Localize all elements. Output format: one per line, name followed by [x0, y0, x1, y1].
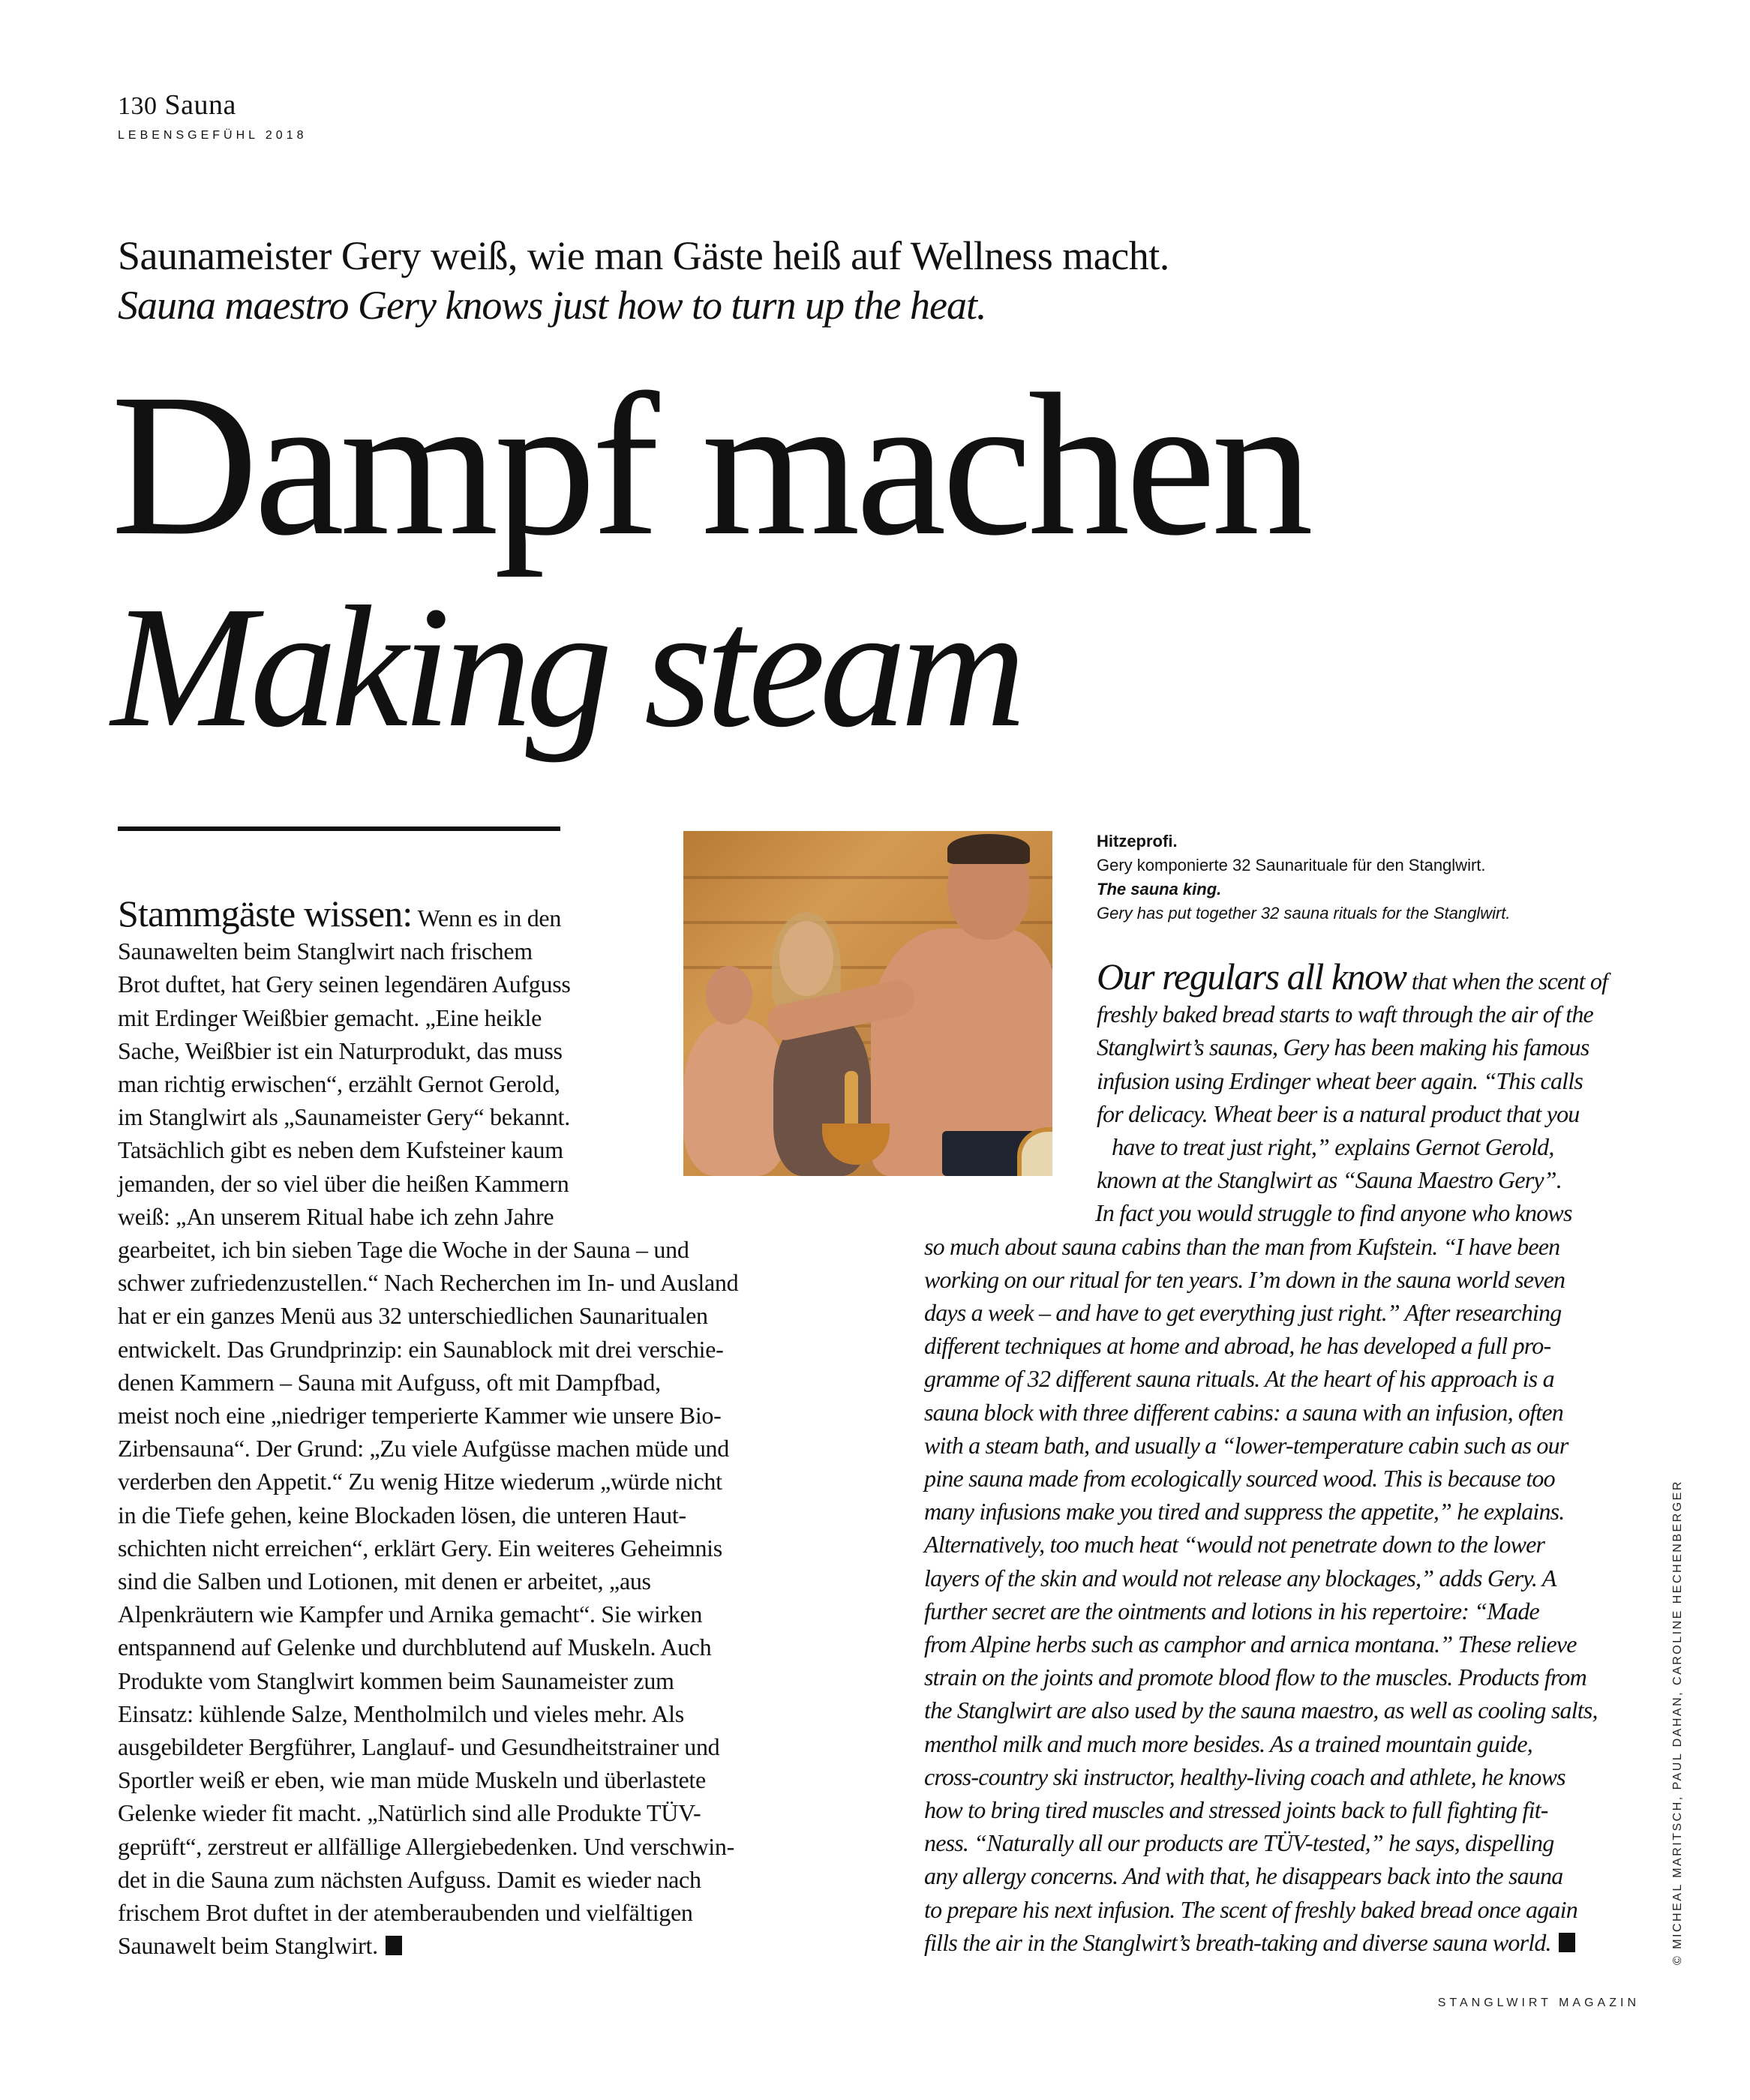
- article-line: strain on the joints and promote blood flow to the muscles. Products from: [924, 1664, 1586, 1691]
- article-line: schwer zufriedenzustellen.“ Nach Recherchen im In- und Ausland: [118, 1269, 739, 1297]
- article-line: Sportler weiß er eben, wie man müde Muskeln und überlastete: [118, 1766, 706, 1794]
- article-line: Tatsächlich gibt es neben dem Kufsteiner kaum: [118, 1136, 563, 1164]
- article-line: meist noch eine „niedriger temperierte Kammer wie unsere Bio-: [118, 1402, 722, 1430]
- article-line: how to bring tired muscles and stressed joints back to full fighting fit-: [924, 1796, 1548, 1824]
- footer-magazine-name: STANGLWIRT MAGAZIN: [1437, 1996, 1640, 2009]
- section-kicker: LEBENSGEFÜHL 2018: [118, 129, 308, 142]
- article-line: fills the air in the Stanglwirt’s breath-taking and diverse sauna world.: [924, 1926, 1674, 1959]
- deck: [118, 231, 1543, 330]
- article-line: in die Tiefe gehen, keine Blockaden lösen, die unteren Haut-: [118, 1501, 686, 1528]
- article-line: infusion using Erdinger wheat beer again. “This calls: [1097, 1066, 1583, 1094]
- lead-in-german: Stammgäste wissen:: [118, 892, 413, 934]
- article-line: have to treat just right,” explains Gernot Gerold,: [1112, 1133, 1554, 1161]
- article-line: known at the Stanglwirt as “Sauna Maestro Gery”.: [1097, 1166, 1562, 1194]
- photo-caption: [1097, 830, 1667, 926]
- article-line: Sache, Weißbier ist ein Naturprodukt, das muss: [118, 1036, 563, 1064]
- page-title: [118, 88, 307, 123]
- article-line: jemanden, der so viel über die heißen Kammern: [118, 1169, 569, 1197]
- article-line: Saunawelt beim Stanglwirt.: [118, 1929, 738, 1962]
- article-line: for delicacy. Wheat beer is a natural product that you: [1097, 1100, 1580, 1127]
- article-line: many infusions make you tired and suppress the appetite,” he explains.: [924, 1498, 1565, 1526]
- article-line: im Stanglwirt als „Saunameister Gery“ bekannt.: [118, 1103, 570, 1131]
- section-name: Sauna: [164, 89, 236, 121]
- article-line: ausgebildeter Bergführer, Langlauf- und Gesundheitstrainer und: [118, 1733, 720, 1761]
- article-german: [118, 892, 739, 1963]
- deck-german: Saunameister Gery weiß, wie man Gäste heiß auf Wellness macht.: [118, 233, 1169, 278]
- article-line: working on our ritual for ten years. I’m down in the sauna world seven: [924, 1265, 1565, 1293]
- article-line: entwickelt. Das Grundprinzip: ein Saunablock mit drei verschie-: [118, 1335, 724, 1363]
- end-mark-icon: [1559, 1933, 1575, 1952]
- end-mark-icon: [386, 1936, 402, 1955]
- article-line: verderben den Appetit.“ Zu wenig Hitze wiederum „würde nicht: [118, 1468, 722, 1496]
- article-line: Alternatively, too much heat “would not penetrate down to the lower: [924, 1531, 1545, 1558]
- article-line: Zirbensauna“. Der Grund: „Zu viele Aufgüsse machen müde und: [118, 1435, 729, 1462]
- article-english: [924, 956, 1674, 1959]
- article-line: schichten nicht erreichen“, erklärt Gery. Ein weiteres Geheimnis: [118, 1534, 722, 1562]
- article-line: days a week – and have to get everything just right.” After researching: [924, 1299, 1562, 1327]
- article-line: Gelenke wieder fit macht. „Natürlich sind alle Produkte TÜV-: [118, 1799, 701, 1827]
- article-line: different techniques at home and abroad, he has developed a full pro-: [924, 1332, 1551, 1360]
- photo-credit: © MICHEAL MARITSCH, PAUL DAHAN, CAROLINE HECHENBERGER: [1671, 1480, 1684, 1965]
- headline-english: Making steam: [111, 571, 1020, 764]
- article-line: sind die Salben und Lotionen, mit denen er arbeitet, „aus: [118, 1568, 651, 1595]
- article-line: any allergy concerns. And with that, he disappears back into the sauna: [924, 1862, 1563, 1890]
- guest-woman-head: [779, 921, 833, 996]
- article-line: sauna block with three different cabins: a sauna with an infusion, often: [924, 1398, 1563, 1426]
- headline-rule: [118, 826, 560, 831]
- article-line: Stanglwirt’s saunas, Gery has been making his famous: [1097, 1034, 1589, 1061]
- article-line: Our regulars all know that when the scent of: [1097, 956, 1608, 998]
- article-line: denen Kammern – Sauna mit Aufguss, oft mit Dampfbad,: [118, 1368, 661, 1396]
- article-line: pine sauna made from ecologically sourced wood. This is because too: [924, 1465, 1555, 1492]
- caption-title-english: The sauna king.: [1097, 880, 1222, 898]
- article-line: cross-country ski instructor, healthy-living coach and athlete, he knows: [924, 1762, 1565, 1790]
- article-line: menthol milk and much more besides. As a trained mountain guide,: [924, 1730, 1532, 1757]
- article-line: Alpenkräutern wie Kampfer und Arnika gemacht“. Sie wirken: [118, 1600, 703, 1628]
- deck-english: Sauna maestro Gery knows just how to turn up the heat.: [118, 283, 986, 328]
- article-line: from Alpine herbs such as camphor and arnica montana.” These relieve: [924, 1630, 1577, 1658]
- article-line: weiß: „An unserem Ritual habe ich zehn Jahre: [118, 1202, 554, 1230]
- article-line: Saunawelten beim Stanglwirt nach frischem: [118, 938, 533, 965]
- article-line: det in die Sauna zum nächsten Aufguss. Damit es wieder nach: [118, 1865, 701, 1893]
- article-line: Einsatz: kühlende Salze, Mentholmilch und vieles mehr. Als: [118, 1700, 684, 1727]
- article-line: hat er ein ganzes Menü aus 32 unterschiedlichen Saunaritualen: [118, 1302, 708, 1330]
- article-line: gearbeitet, ich bin sieben Tage die Woche in der Sauna – und: [118, 1236, 689, 1264]
- article-line: mit Erdinger Weißbier gemacht. „Eine heikle: [118, 1004, 542, 1031]
- caption-title-german: Hitzeprofi.: [1097, 832, 1178, 850]
- page-number: 130: [118, 92, 158, 120]
- article-line: layers of the skin and would not release any blockages,” adds Gery. A: [924, 1564, 1556, 1592]
- article-line: freshly baked bread starts to waft through the air of the: [1097, 1000, 1593, 1028]
- article-line: further secret are the ointments and lotions in his repertoire: “Made: [924, 1597, 1539, 1624]
- article-line: with a steam bath, and usually a “lower-temperature cabin such as our: [924, 1431, 1568, 1459]
- page-header: [118, 88, 307, 142]
- caption-text-german: Gery komponierte 32 Saunarituale für den Stanglwirt.: [1097, 856, 1486, 874]
- sauna-master-hair: [947, 834, 1030, 864]
- article-line: gramme of 32 different sauna rituals. At the heart of his approach is a: [924, 1365, 1554, 1393]
- article-line: to prepare his next infusion. The scent of freshly baked bread once again: [924, 1895, 1577, 1923]
- article-line: Stammgäste wissen: Wenn es in den: [118, 892, 562, 934]
- article-line: man richtig erwischen“, erzählt Gernot Gerold,: [118, 1070, 560, 1098]
- lead-in-english: Our regulars all know: [1097, 956, 1406, 998]
- article-line: the Stanglwirt are also used by the sauna maestro, as well as cooling salts,: [924, 1696, 1598, 1724]
- caption-text-english: Gery has put together 32 sauna rituals for the Stanglwirt.: [1097, 904, 1511, 922]
- article-line: geprüft“, zerstreut er allfällige Allergiebedenken. Und verschwin-: [118, 1832, 734, 1860]
- article-line: frischem Brot duftet in der atemberaubenden und vielfältigen: [118, 1899, 693, 1927]
- article-line: Produkte vom Stanglwirt kommen beim Saunameister zum: [118, 1666, 674, 1694]
- headline-german: Dampf machen: [111, 352, 1310, 578]
- article-line: Brot duftet, hat Gery seinen legendären Aufguss: [118, 970, 571, 998]
- headline: [111, 352, 1611, 765]
- article-line: In fact you would struggle to find anyone who knows: [1095, 1199, 1572, 1227]
- article-line: ness. “Naturally all our products are TÜV-tested,” he says, dispelling: [924, 1829, 1554, 1857]
- article-line: so much about sauna cabins than the man from Kufstein. “I have been: [924, 1232, 1560, 1260]
- article-line: entspannend auf Gelenke und durchblutend auf Muskeln. Auch: [118, 1634, 712, 1661]
